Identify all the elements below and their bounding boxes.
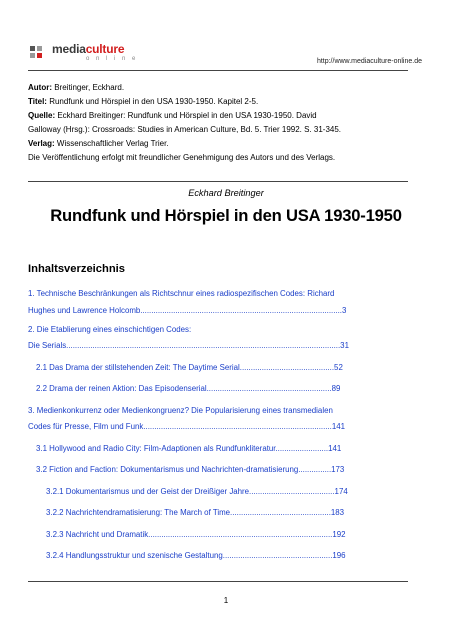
toc-entry-3-2-3[interactable]: 3.2.3 Nachricht und Dramatik....................................................................................192	[46, 530, 346, 539]
toc-entry-2[interactable]: 2. Die Etablierung eines einschichtigen Codes:	[28, 325, 192, 334]
toc-entry-3[interactable]: 3. Medienkonkurrenz oder Medienkongruenz? Die Popularisierung eines transmedialen	[28, 406, 333, 415]
toc-entry-3-2-1[interactable]: 3.2.1 Dokumentarismus und der Geist der Dreißiger Jahre.......................................174	[46, 487, 348, 496]
document-title: Rundfunk und Hörspiel in den USA 1930-1950	[50, 206, 402, 225]
toc-entry-3-2-4[interactable]: 3.2.4 Handlungsstruktur und szenische Gestaltung..................................................196	[46, 551, 346, 560]
meta-quelle: Quelle: Eckhard Breitinger: Rundfunk und Hörspiel in den USA 1930-1950. David	[28, 110, 317, 120]
header-divider	[28, 70, 408, 71]
toc-entry-3-cont[interactable]: Codes für Presse, Film und Funk......................................................................................141	[28, 422, 346, 431]
toc-entry-1-cont[interactable]: Hughes und Lawrence Holcomb............................................................................................3	[28, 306, 347, 315]
toc-entry-3-1[interactable]: 3.1 Hollywood and Radio City: Film-Adaptionen als Rundfunkliteratur........................141	[36, 444, 342, 453]
logo-symbol-icon	[28, 42, 50, 64]
site-url[interactable]: http://www.mediaculture-online.de	[316, 58, 422, 65]
meta-divider	[28, 181, 408, 182]
toc-entry-3-2-2[interactable]: 3.2.2 Nachrichtendramatisierung: The March of Time..............................................183	[46, 508, 345, 517]
toc-entry-1[interactable]: 1. Technische Beschränkungen als Richtschnur eines radiospezifischen Codes: Richard	[28, 289, 335, 298]
logo-wordmark: mediaculture	[52, 42, 125, 56]
meta-verlag: Verlag: Wissenschaftlicher Verlag Trier.	[28, 138, 169, 148]
page-number: 1	[223, 596, 229, 605]
toc-entry-3-2[interactable]: 3.2 Fiction and Faction: Dokumentarismus und Nachrichten-dramatisierung...............173	[36, 465, 345, 474]
toc-heading: Inhaltsverzeichnis	[28, 263, 125, 275]
meta-note: Die Veröffentlichung erfolgt mit freundlicher Genehmigung des Autors und des Verlags.	[28, 152, 336, 162]
meta-titel: Titel: Rundfunk und Hörspiel in den USA 1930-1950. Kapitel 2-5.	[28, 96, 259, 106]
toc-entry-2-2[interactable]: 2.2 Drama der reinen Aktion: Das Episodenserial.........................................................89	[36, 384, 341, 393]
logo-subtitle: o n l i n e	[86, 56, 138, 62]
meta-autor: Autor: Breitinger, Eckhard.	[28, 83, 125, 92]
toc-entry-2-1[interactable]: 2.1 Das Drama der stillstehenden Zeit: The Daytime Serial...........................................52	[36, 363, 343, 372]
mediaculture-logo[interactable]	[28, 40, 188, 70]
author-name: Eckhard Breitinger	[188, 188, 264, 198]
meta-quelle-cont: Galloway (Hrsg.): Crossroads: Studies in American Culture, Bd. 5. Trier 1992. S. 31-345.	[28, 124, 342, 134]
footer-divider	[28, 581, 408, 582]
toc-entry-2-cont[interactable]: Die Serials.............................................................................................................................31	[28, 341, 349, 350]
document-metadata	[28, 81, 412, 164]
page-header	[0, 0, 452, 76]
